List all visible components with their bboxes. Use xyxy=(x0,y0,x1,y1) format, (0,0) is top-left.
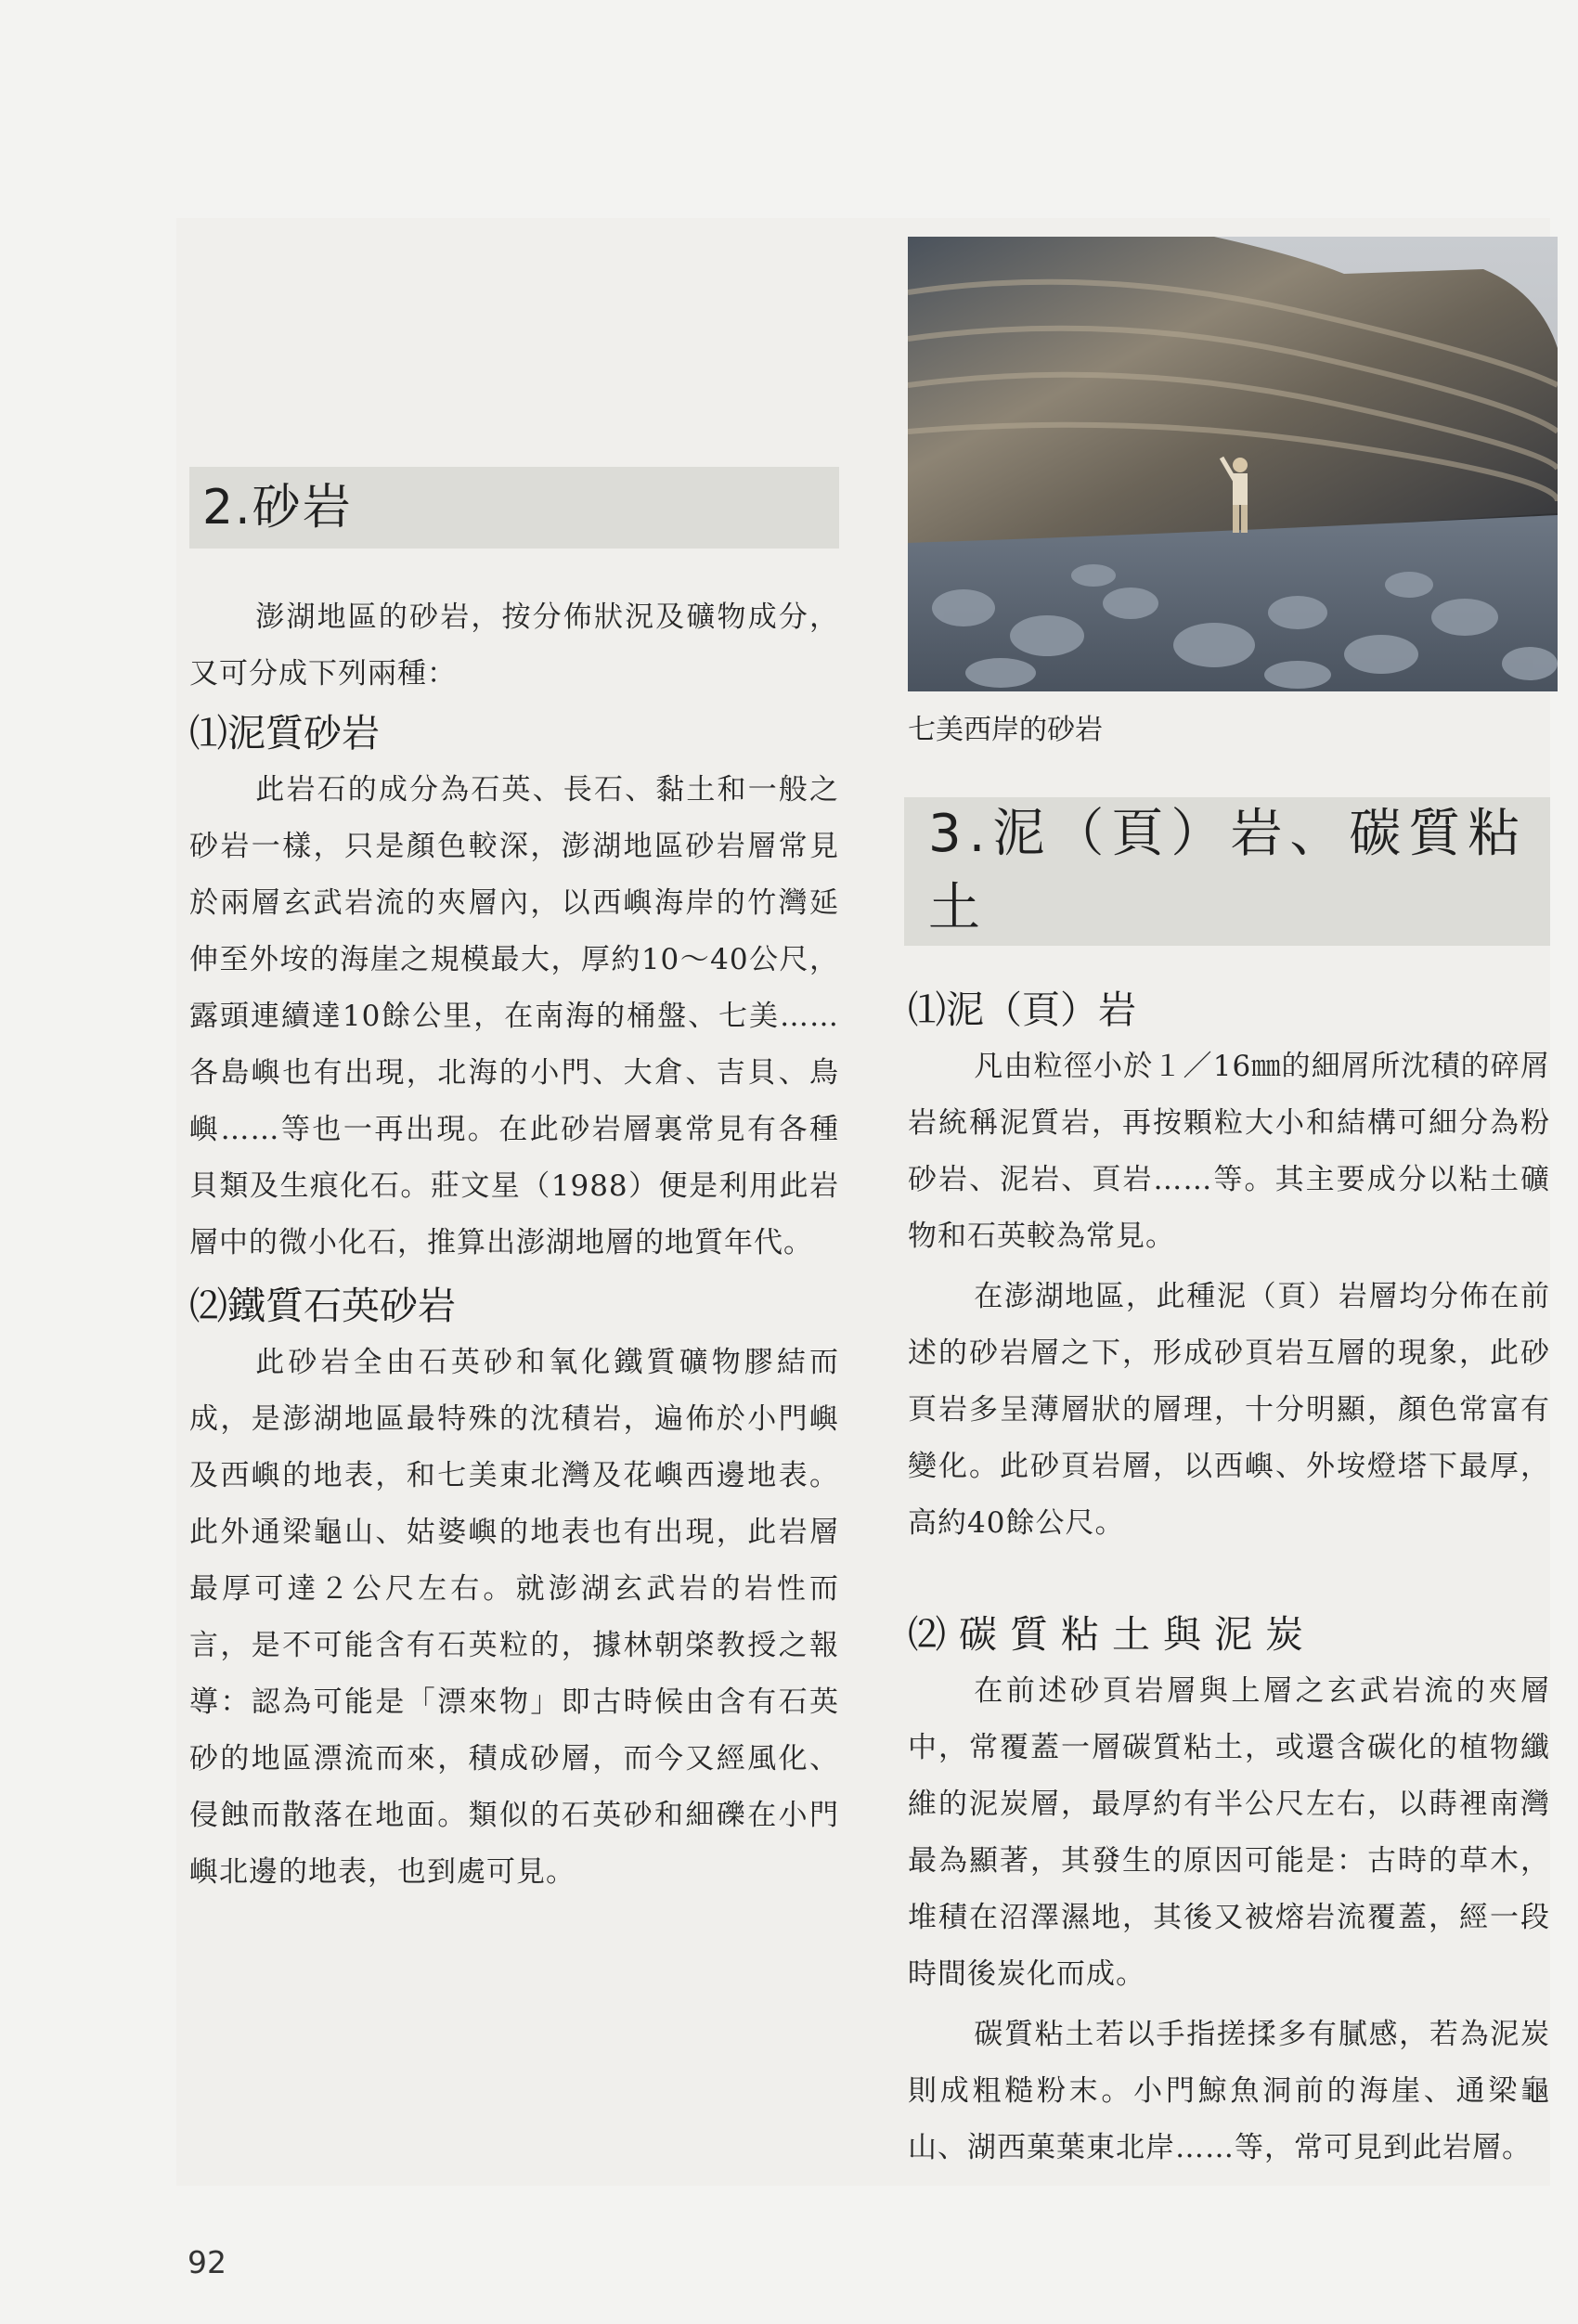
muddy-sandstone-paragraph: 此岩石的成分為石英、長石、黏土和一般之砂岩一樣，只是顏色較深，澎湖地區砂岩層常見於兩層玄武岩流的夾層內，以西嶼海岸的竹灣延伸至外垵的海崖之規模最大，厚約10～40公尺，露頭連續達10餘公里，在南海的桶盤、七美……各島嶼也有出現，北海的小門、大倉、吉貝、鳥嶼……等也一再出現。在此砂岩層裏常見有各種貝類及生痕化石。莊文星（1988）便是利用此岩層中的微小化石，推算出澎湖地層的地質年代。 xyxy=(189,773,839,1259)
subsection-title-carbon-clay: ⑵碳質粘土與泥炭 xyxy=(908,1612,1316,1657)
left-column xyxy=(189,467,839,1901)
page-number: 92 xyxy=(188,2244,226,2280)
section-title-mudstone: 3.泥（頁）岩、碳質粘土 xyxy=(904,797,1550,946)
subsection-title-muddy-sandstone: ⑴泥質砂岩 xyxy=(189,711,380,755)
cliff-photo-illustration xyxy=(908,237,1558,691)
carbon-clay-paragraph-1: 在前述砂頁岩層與上層之玄武岩流的夾層中，常覆蓋一層碳質粘土，或還含碳化的植物纖維的泥炭層，最厚約有半公尺左右，以蒔裡南灣最為顯著，其發生的原因可能是：古時的草木，堆積在沼澤濕地，其後又被熔岩流覆蓋，經一段時間後炭化而成。 xyxy=(908,1674,1550,1991)
intro-paragraph: 澎湖地區的砂岩，按分佈狀況及礦物成分，又可分成下列兩種： xyxy=(189,600,839,691)
mudstone-paragraph-2: 在澎湖地區，此種泥（頁）岩層均分佈在前述的砂岩層之下，形成砂頁岩互層的現象，此砂頁岩多呈薄層狀的層理，十分明顯，顏色常富有變化。此砂頁岩層，以西嶼、外垵燈塔下最厚，高約40餘公尺。 xyxy=(908,1280,1550,1540)
subsection-title-mudstone: ⑴泥（頁）岩 xyxy=(908,988,1136,1032)
right-column xyxy=(908,237,1550,2176)
cliff-photo xyxy=(908,237,1558,691)
iron-quartz-sandstone-paragraph: 此砂岩全由石英砂和氧化鐵質礦物膠結而成，是澎湖地區最特殊的沈積岩，遍佈於小門嶼及西嶼的地表，和七美東北灣及花嶼西邊地表。此外通梁龜山、姑婆嶼的地表也有出現，此岩層最厚可達２公尺左右。就澎湖玄武岩的岩性而言，是不可能含有石英粒的，據林朝棨教授之報導：認為可能是「漂來物」即古時候由含有石英砂的地區漂流而來，積成砂層，而今又經風化、侵蝕而散落在地面。類似的石英砂和細礫在小門嶼北邊的地表，也到處可見。 xyxy=(189,1346,839,1889)
carbon-clay-paragraph-2: 碳質粘土若以手指搓揉多有膩感，若為泥炭則成粗糙粉末。小門鯨魚洞前的海崖、通梁龜山、湖西菓葉東北岸……等，常可見到此岩層。 xyxy=(908,2018,1550,2164)
mudstone-paragraph-1: 凡由粒徑小於１／16㎜的細屑所沈積的碎屑岩統稱泥質岩，再按顆粒大小和結構可細分為粉砂岩、泥岩、頁岩……等。其主要成分以粘土礦物和石英較為常見。 xyxy=(908,1050,1550,1253)
section-title-sandstone: 2.砂岩 xyxy=(189,467,839,549)
photo-caption: 七美西岸的砂岩 xyxy=(908,714,1103,746)
subsection-title-iron-quartz-sandstone: ⑵鐵質石英砂岩 xyxy=(189,1284,456,1328)
